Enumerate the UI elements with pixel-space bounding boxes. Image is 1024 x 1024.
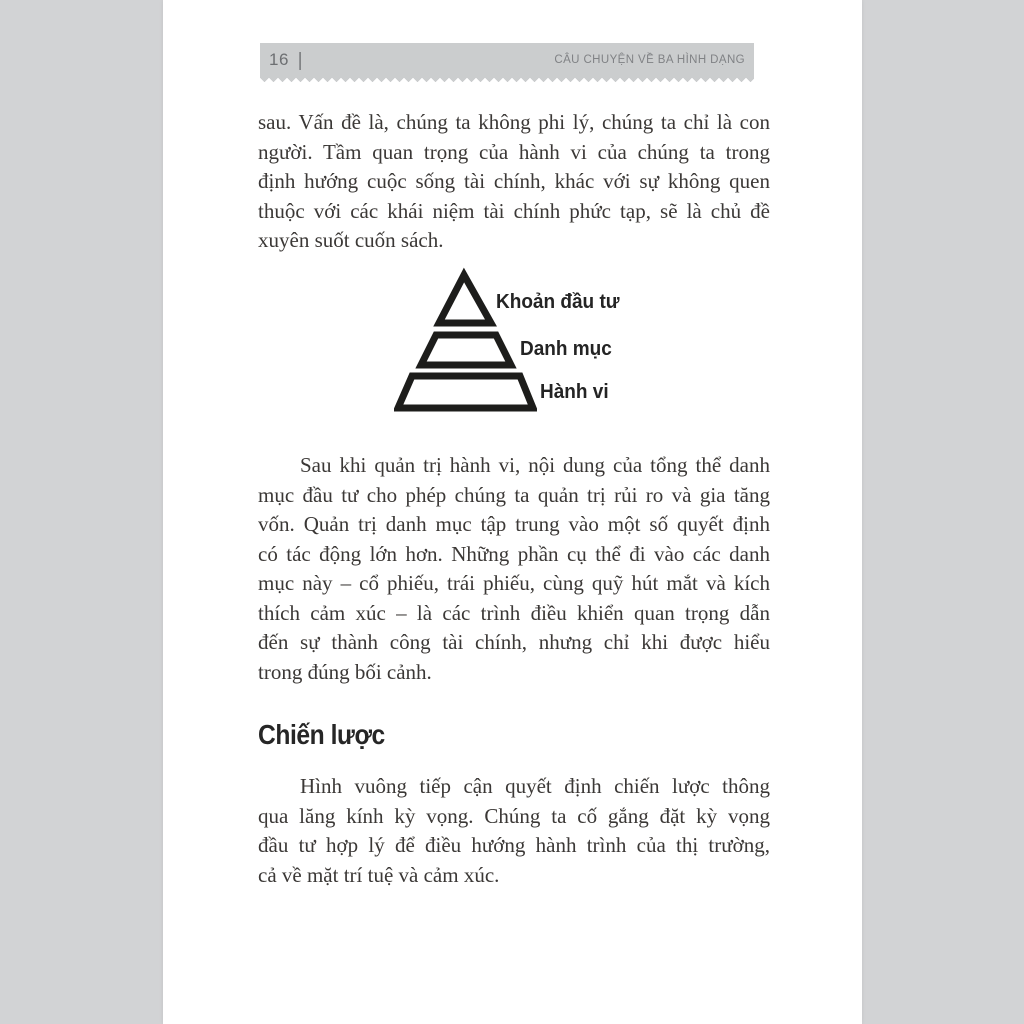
text-line: xuyên suốt cuốn sách.	[258, 228, 444, 252]
text-line: Sau khi quản trị hành vi, nội dung của tổng thể danh	[300, 453, 770, 477]
pyramid-diagram	[394, 267, 537, 413]
text-line: trong đúng bối cảnh.	[258, 659, 432, 684]
text-line: có tác động lớn hơn. Những phần cụ thể đi vào các danh	[258, 541, 770, 566]
section-heading: Chiến lược	[258, 719, 385, 750]
text-line: định hướng cuộc sống tài chính, khác với sự không quen	[258, 169, 770, 193]
text-line: Hình vuông tiếp cận quyết định chiến lược thông	[300, 774, 770, 798]
pyramid-level-bottom-trapezoid	[398, 376, 533, 408]
header-torn-edge	[260, 76, 754, 82]
pyramid-label-investments: Khoản đầu tư	[496, 291, 620, 313]
pyramid-label-behavior: Hành vi	[540, 381, 609, 403]
text-line: mục này – cổ phiếu, trái phiếu, cùng quỹ hút mắt và kích	[258, 571, 770, 595]
text-line: thuộc với các khái niệm tài chính phức tạp, sẽ là chủ đề	[258, 198, 770, 223]
page-number: 16	[269, 49, 289, 69]
text-line: cả về mặt trí tuệ và cảm xúc.	[258, 862, 500, 887]
text-line: vốn. Quản trị danh mục tập trung vào một số quyết định	[258, 512, 770, 536]
pyramid-level-middle-trapezoid	[421, 335, 511, 365]
text-line: sau. Vấn đề là, chúng ta không phi lý, chúng ta chỉ là con	[258, 110, 770, 134]
text-line: thích cảm xúc – là các trình điều khiển quan trọng dẫn	[258, 600, 770, 625]
text-line: đầu tư hợp lý để điều hướng hành trình của thị trường,	[258, 833, 770, 857]
text-line: qua lăng kính kỳ vọng. Chúng ta cố gắng đặt kỳ vọng	[258, 803, 770, 828]
page-number-divider: |	[297, 48, 303, 70]
running-title: CÂU CHUYỆN VỀ BA HÌNH DẠNG	[554, 53, 745, 66]
body-paragraph-2	[258, 451, 770, 687]
header-band-inner	[260, 43, 754, 76]
body-paragraph-3	[258, 772, 770, 890]
book-page	[163, 0, 862, 1024]
pyramid-level-top-triangle	[439, 275, 491, 323]
page-header	[260, 43, 754, 82]
text-line: mục đầu tư cho phép chúng ta quản trị rủi ro và gia tăng	[258, 482, 770, 507]
pyramid-label-portfolio: Danh mục	[520, 338, 612, 360]
body-paragraph-1	[258, 108, 770, 256]
text-line: người. Tầm quan trọng của hành vi của chúng ta trong	[258, 139, 770, 164]
text-line: đến sự thành công tài chính, nhưng chỉ khi được hiểu	[258, 630, 770, 654]
